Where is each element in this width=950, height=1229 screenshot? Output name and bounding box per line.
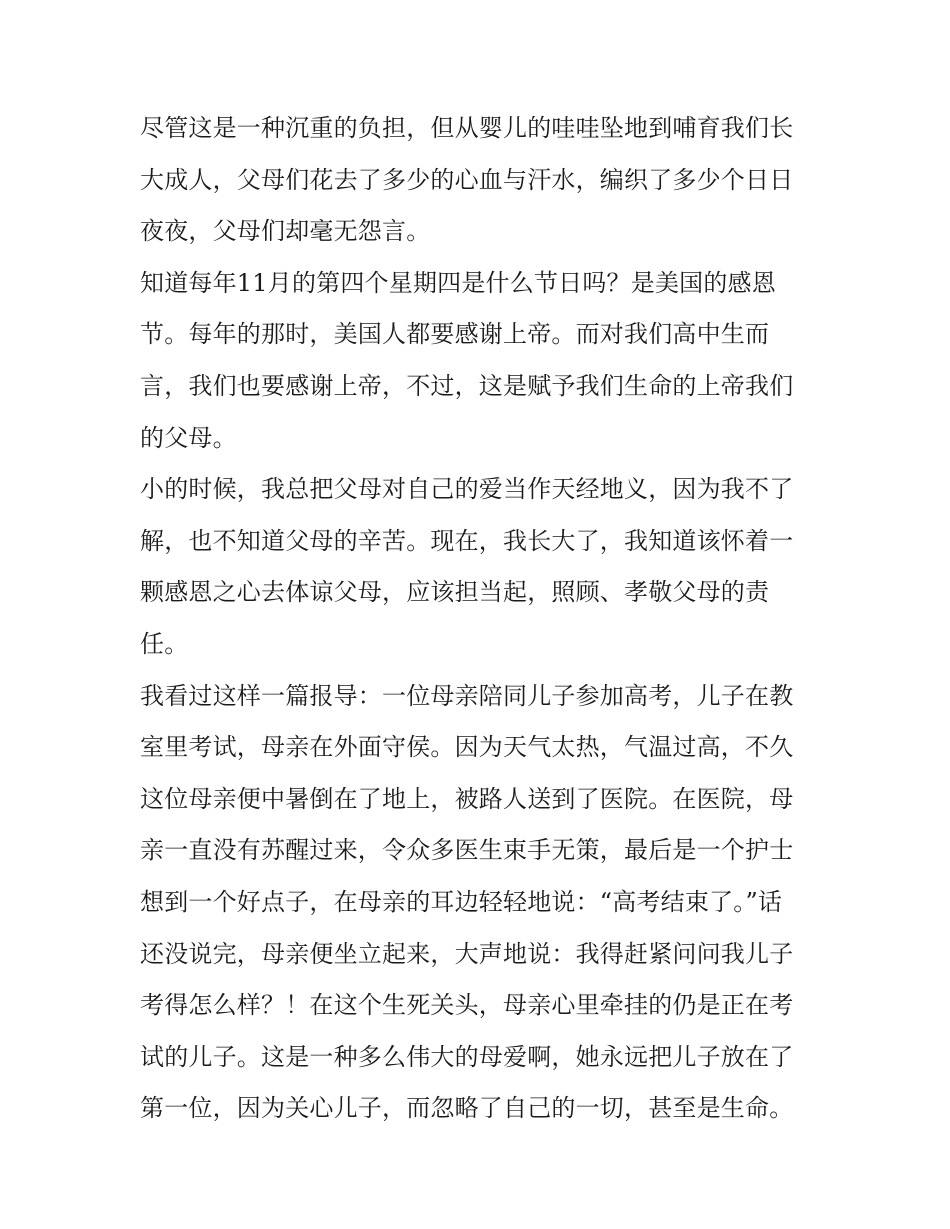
text-line: 考得怎么样？！在这个生死关头，母亲心里牵挂的仍是正在考 <box>140 991 794 1020</box>
text-line: 颗感恩之心去体谅父母，应该担当起，照顾、孝敬父母的责 <box>140 578 770 607</box>
text-line: 尽管这是一种沉重的负担，但从婴儿的哇哇坠地到哺育我们长 <box>140 114 794 142</box>
text-line: 试的儿子。这是一种多么伟大的母爱啊，她永远把儿子放在了 <box>140 1042 794 1071</box>
text-line: 的父母。 <box>140 423 237 452</box>
text-line: 言，我们也要感谢上帝，不过，这是赋予我们生命的上帝我们 <box>140 371 794 400</box>
text-line: 小的时候，我总把父母对自己的爱当作天经地义，因为我不了 <box>140 475 794 504</box>
text-line: 任。 <box>140 629 189 658</box>
document-body <box>140 103 820 1135</box>
text-line: 第一位，因为关心儿子，而忽略了自己的一切，甚至是生命。 <box>140 1094 794 1123</box>
text-line: 大成人，父母们花去了多少的心血与汗水，编织了多少个日日 <box>140 165 794 194</box>
text-line: 还没说完，母亲便坐立起来，大声地说：我得赶紧问问我儿子 <box>140 939 794 968</box>
text-line: 这位母亲便中暑倒在了地上，被路人送到了医院。在医院，母 <box>140 784 794 813</box>
text-line: 节。每年的那时，美国人都要感谢上帝。而对我们高中生而 <box>140 320 770 349</box>
text-line: 亲一直没有苏醒过来，令众多医生束手无策，最后是一个护士 <box>140 836 794 865</box>
text-line: 夜夜，父母们却毫无怨言。 <box>140 217 431 246</box>
text-line: 知道每年11月的第四个星期四是什么节日吗？是美国的感恩 <box>140 268 776 297</box>
text-line: 解，也不知道父母的辛苦。现在，我长大了，我知道该怀着一 <box>140 526 794 555</box>
text-line: 想到一个好点子，在母亲的耳边轻轻地说：“高考结束了。”话 <box>140 887 783 916</box>
text-line: 室里考试，母亲在外面守侯。因为天气太热，气温过高，不久 <box>140 733 794 762</box>
text-line: 我看过这样一篇报导：一位母亲陪同儿子参加高考，儿子在教 <box>140 681 794 710</box>
